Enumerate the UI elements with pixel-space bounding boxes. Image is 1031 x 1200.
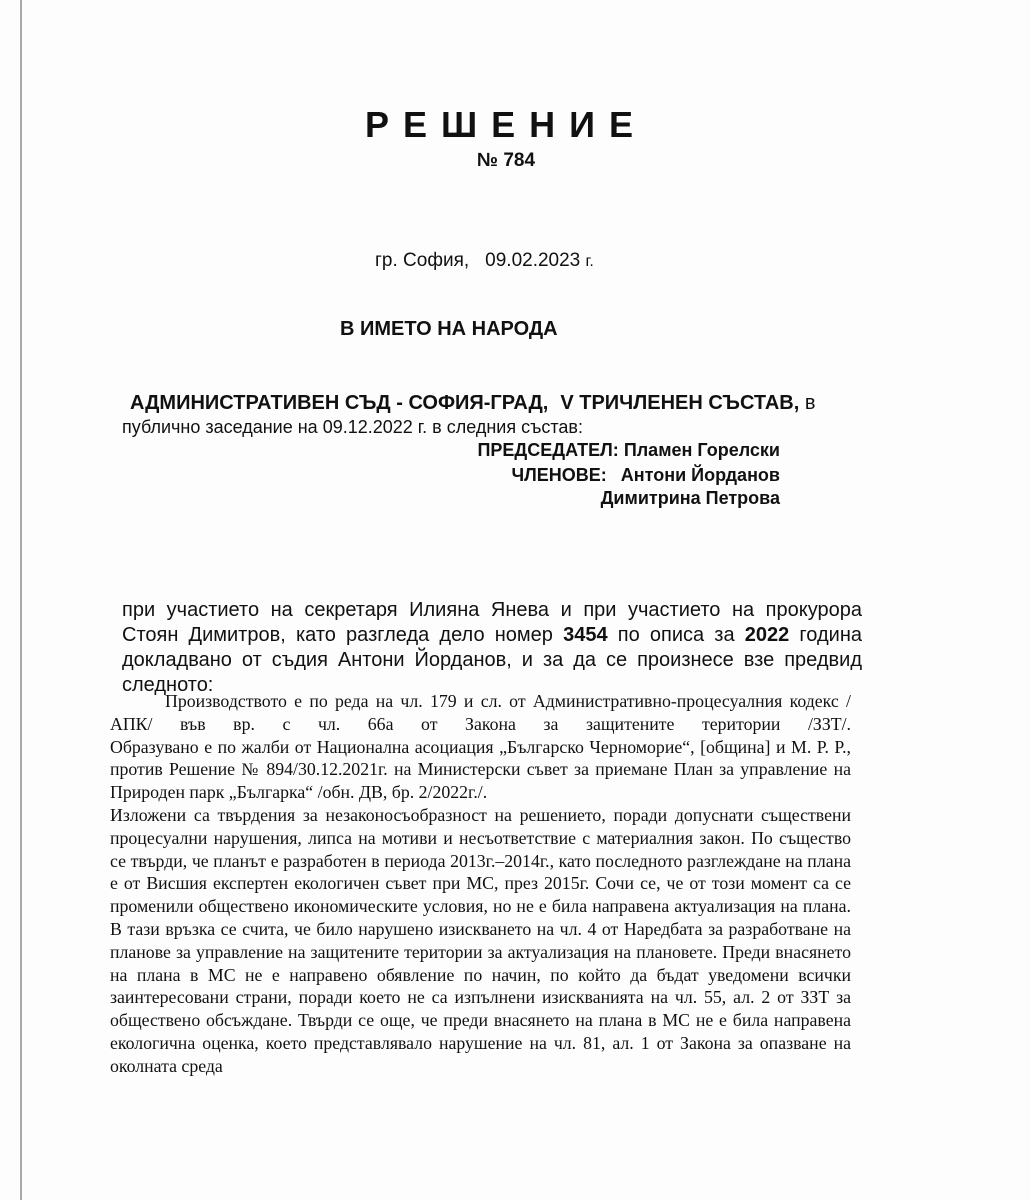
session-line: публично заседание на 09.12.2022 г. в следния състав: <box>122 417 583 437</box>
members-label: ЧЛЕНОВЕ: <box>511 465 607 485</box>
member-line-2 <box>601 488 780 509</box>
chair-label: ПРЕДСЕДАТЕЛ: <box>477 440 619 460</box>
member-name-2: Димитрина Петрова <box>600 488 780 508</box>
member-name-1: Антони Йорданов <box>620 465 780 485</box>
case-year: 2022 <box>744 624 790 646</box>
case-number: 3454 <box>563 624 608 646</box>
court-name: АДМИНИСТРАТИВЕН СЪД - СОФИЯ-ГРАД, <box>130 392 549 414</box>
in-name-of-people-heading: В ИМЕТО НА НАРОДА <box>340 318 558 340</box>
decision-body <box>110 690 851 1078</box>
document-title: РЕШЕНИЕ <box>364 104 648 145</box>
court-panel: V ТРИЧЛЕНЕН СЪСТАВ, <box>560 392 800 414</box>
court-tail: в <box>804 392 816 414</box>
city: гр. София, <box>375 250 470 271</box>
decision-date: 09.02.2023 <box>485 250 581 271</box>
chair-line <box>477 440 780 461</box>
chair-name: Пламен Горелски <box>623 440 780 460</box>
place-and-date <box>375 250 594 272</box>
page-edge-line <box>20 0 22 1200</box>
court-line <box>130 392 816 415</box>
date-suffix: г. <box>585 253 594 270</box>
body-paragraph-1: Производството е по реда на чл. 179 и сл. от Административно-процесуалния кодекс /АПК/ във вр. с чл. 66а от Закона за защитените територии /ЗЗТ/. <box>110 691 851 734</box>
body-paragraph-3: Изложени са твърдения за незаконосъобразност на решението, поради допуснати съществени процесуални нарушения, липса на мотиви и несъответствие с материалния закон. По същество се твърди, че планът е разработен в периода 2013г.–2014г., като последното разглеждане на плана е от Висшия експертен екологичен съвет при МС, през 2015г. Сочи се, че от този момент са се променили обществено икономическите условия, но не е била направена актуализация на плана. В тази връзка се счита, че било нарушено изискването на чл. 4 от Наредбата за разработване на планове за управление на защитените територии за актуализация на плановете. Преди внасянето на плана в МС не е направено обявление по начин, по който да бъдат уведомени всички заинтересовани страни, поради което не са изпълнени изискванията на чл. 55, ал. 2 от ЗЗТ за обществено обсъждане. Твърди се още, че преди внасянето на плана в МС не е била направена екологична оценка, което представлявало нарушение на чл. 81, ал. 1 от Закона за опазване на околната среда <box>110 804 851 1076</box>
intro-paragraph: при участието на секретаря Илияна Янева и при участието на прокурора Стоян Димитров, като разгледа дело номер 3454 по описа за 2022 година докладвано от съдия Антони Йорданов, и за да се произнесе взе предвид следното: <box>122 599 862 696</box>
members-line <box>511 465 780 486</box>
body-paragraph-2: Образувано е по жалби от Национална асоциация „Българско Черноморие“, [община] и М. Р. Р., против Решение № 894/30.12.2021г. на Министерски съвет за приемане План за управление на Природен парк „Българка“ /обн. ДВ, бр. 2/2022г./. <box>110 736 851 803</box>
decision-number: № 784 <box>476 150 536 171</box>
